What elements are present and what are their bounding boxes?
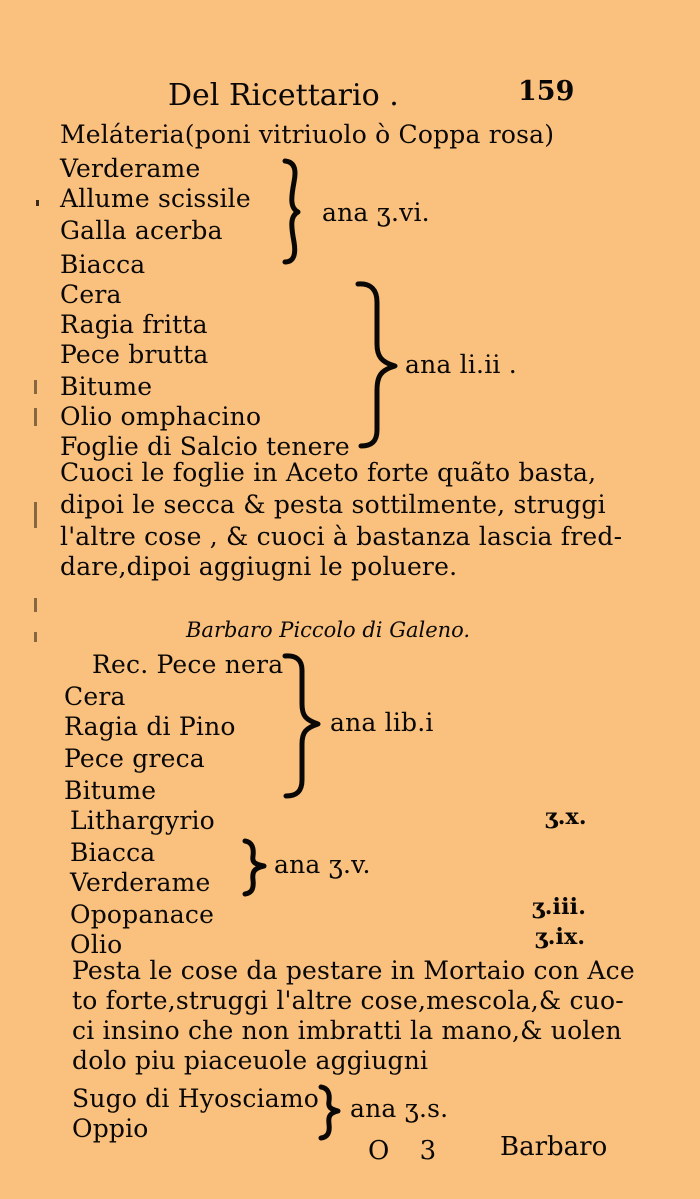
- instruction-line: dare,dipoi aggiugni le poluere.: [60, 552, 458, 581]
- dose: ʒ.ix.: [535, 924, 586, 950]
- margin-mark: [34, 408, 37, 426]
- instruction-line: ci insino che non imbratti la mano,& uolen: [72, 1016, 622, 1045]
- instruction-line: Cuoci le foglie in Aceto forte quãto basta,: [60, 458, 597, 487]
- ingredient: Biacca: [60, 250, 146, 279]
- ingredient: Olio omphacino: [60, 402, 262, 431]
- ingredient: Cera: [64, 682, 126, 711]
- ingredient: Bitume: [64, 776, 157, 805]
- ingredient: Ragia di Pino: [64, 712, 236, 741]
- ingredient: Lithargyrio: [70, 806, 215, 835]
- dose: ana li.ii .: [405, 350, 517, 379]
- ingredient: Verderame: [70, 868, 211, 897]
- margin-mark: [34, 598, 37, 612]
- ingredient: Cera: [60, 280, 122, 309]
- dose: ana ʒ.v.: [274, 850, 371, 879]
- margin-mark: [36, 200, 39, 206]
- running-title: Del Ricettario .: [168, 78, 399, 113]
- ingredient: Rec. Pece nera: [92, 650, 284, 679]
- catchword: Barbaro: [500, 1132, 608, 1162]
- ingredient: Galla acerba: [60, 216, 223, 245]
- brace: [282, 158, 322, 266]
- recipe-first-line: Meláteria(poni vitriuolo ò Coppa rosa): [60, 120, 555, 149]
- ingredient: Pece brutta: [60, 340, 209, 369]
- brace: [355, 280, 405, 450]
- dose: ana ʒ.vi.: [322, 198, 430, 227]
- instruction-line: to forte,struggi l'altre cose,mescola,& cuo-: [72, 986, 624, 1015]
- signature-mark: O 3: [368, 1136, 437, 1166]
- brace: [318, 1084, 346, 1142]
- dose: ana lib.i: [330, 708, 434, 737]
- ingredient: Allume scissile: [60, 184, 251, 213]
- brace: [282, 652, 332, 802]
- dose: ana ʒ.s.: [350, 1094, 449, 1123]
- ingredient: Olio: [70, 930, 123, 959]
- ingredient: Verderame: [60, 154, 201, 183]
- margin-mark: [34, 380, 37, 394]
- instruction-line: l'altre cose , & cuoci à bastanza lascia fred-: [60, 522, 623, 551]
- ingredient: Foglie di Salcio tenere: [60, 432, 350, 461]
- page-number: 159: [518, 76, 575, 107]
- margin-mark: [34, 502, 37, 528]
- instruction-line: dolo piu piaceuole aggiugni: [72, 1046, 429, 1075]
- dose: ʒ.iii.: [532, 894, 587, 920]
- ingredient: Pece greca: [64, 744, 205, 773]
- instruction-line: Pesta le cose da pestare in Mortaio con Ace: [72, 956, 635, 985]
- recipe-title: Barbaro Piccolo di Galeno.: [186, 618, 471, 642]
- margin-mark: [34, 632, 37, 642]
- ingredient: Bitume: [60, 372, 153, 401]
- ingredient: Sugo di Hyosciamo: [72, 1084, 320, 1113]
- ingredient: Opopanace: [70, 900, 215, 929]
- ingredient: Ragia fritta: [60, 310, 208, 339]
- ingredient: Oppio: [72, 1114, 149, 1143]
- brace: [242, 838, 272, 898]
- dose: ʒ.x.: [545, 804, 587, 830]
- instruction-line: dipoi le secca & pesta sottilmente, struggi: [60, 490, 606, 519]
- ingredient: Biacca: [70, 838, 156, 867]
